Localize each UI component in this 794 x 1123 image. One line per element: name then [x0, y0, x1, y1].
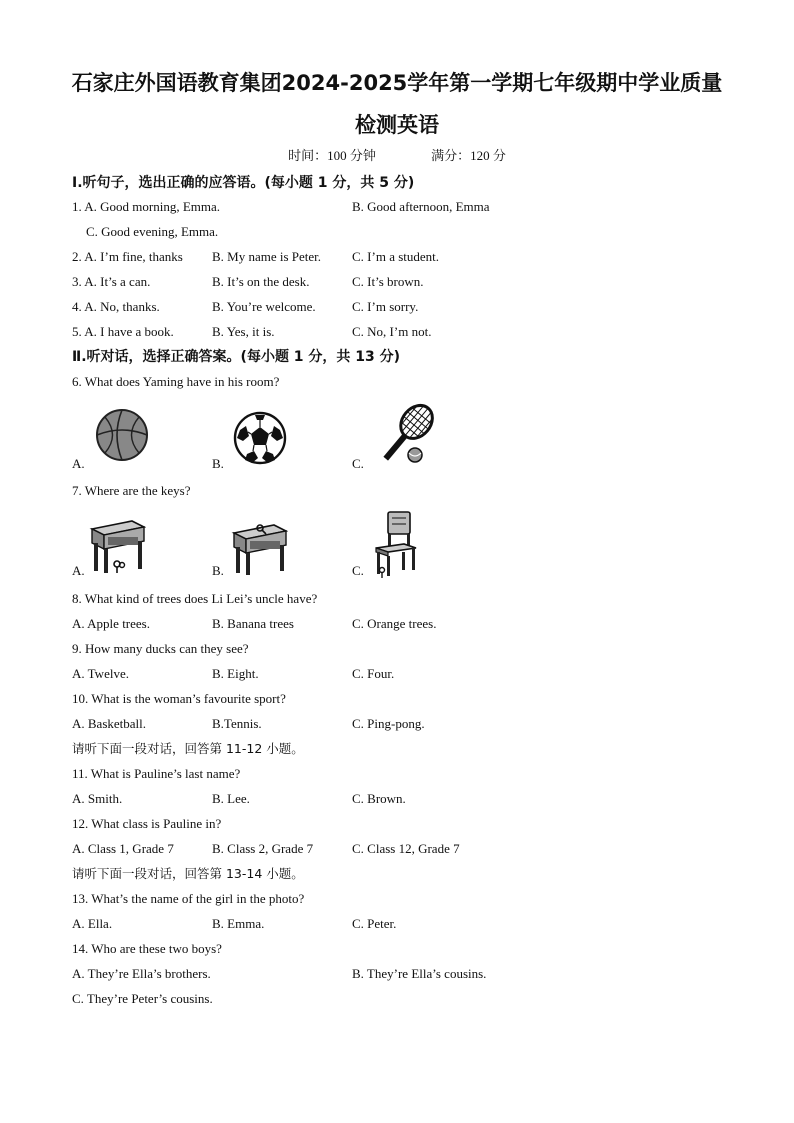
q3-option-b: B. It’s on the desk. — [212, 274, 310, 289]
q4-option-a: 4. A. No, thanks. — [72, 299, 160, 314]
q7-option-b: B. — [212, 563, 224, 578]
q5-option-c: C. No, I’m not. — [352, 324, 432, 339]
q10-option-b: B.Tennis. — [212, 716, 262, 731]
q13-option-a: A. Ella. — [72, 916, 113, 931]
q11-option-a: A. Smith. — [72, 791, 123, 806]
exam-title-line2: 检测英语 — [355, 113, 439, 137]
instruction-q13-14: 请听下面一段对话，回答第 13-14 小题。 — [72, 866, 304, 881]
q7-stem: 7. Where are the keys? — [72, 483, 191, 498]
q8-option-c: C. Orange trees. — [352, 616, 437, 631]
q2-option-a: 2. A. I’m fine, thanks — [72, 249, 183, 264]
q2-option-b: B. My name is Peter. — [212, 249, 322, 264]
q3-option-a: 3. A. It’s a can. — [72, 274, 151, 289]
q10-option-a: A. Basketball. — [72, 716, 147, 731]
q8-option-a: A. Apple trees. — [72, 616, 150, 631]
q13-stem: 13. What’s the name of the girl in the photo? — [72, 891, 305, 906]
instruction-q11-12: 请听下面一段对话，回答第 11-12 小题。 — [72, 741, 304, 756]
soccer-ball-icon — [232, 410, 288, 466]
q9-stem: 9. How many ducks can they see? — [72, 641, 249, 656]
q8-option-b: B. Banana trees — [212, 616, 294, 631]
q13-option-c: C. Peter. — [352, 916, 397, 931]
q12-stem: 12. What class is Pauline in? — [72, 816, 222, 831]
q9-option-a: A. Twelve. — [72, 666, 129, 681]
exam-score: 满分：120 分 — [431, 148, 506, 163]
exam-title-line1: 石家庄外国语教育集团2024-2025学年第一学期七年级期中学业质量 — [71, 71, 723, 95]
q12-option-a: A. Class 1, Grade 7 — [72, 841, 174, 856]
q6-stem: 6. What does Yaming have in his room? — [72, 374, 280, 389]
section2-heading: Ⅱ.听对话，选择正确答案。(每小题 1 分，共 13 分) — [72, 349, 401, 365]
desk-keys-on-icon — [230, 517, 288, 575]
q10-option-c: C. Ping-pong. — [352, 716, 425, 731]
q7-option-c: C. — [352, 563, 364, 578]
basketball-icon — [94, 408, 150, 462]
q1-option-b: B. Good afternoon, Emma — [352, 199, 490, 214]
q2-option-c: C. I’m a student. — [352, 249, 440, 264]
q6-option-b: B. — [212, 456, 224, 471]
q14-option-c: C. They’re Peter’s cousins. — [72, 991, 213, 1006]
q14-stem: 14. Who are these two boys? — [72, 941, 222, 956]
chair-keys-under-icon — [370, 510, 420, 580]
q5-option-a: 5. A. I have a book. — [72, 324, 174, 339]
q3-option-c: C. It’s brown. — [352, 274, 424, 289]
q11-stem: 11. What is Pauline’s last name? — [72, 766, 241, 781]
desk-keys-under-icon — [88, 515, 146, 575]
q1-option-c: C. Good evening, Emma. — [86, 224, 219, 239]
q14-option-b: B. They’re Ella’s cousins. — [352, 966, 487, 981]
q10-stem: 10. What is the woman’s favourite sport? — [72, 691, 286, 706]
q1-option-a: 1. A. Good morning, Emma. — [72, 199, 221, 214]
exam-info — [0, 147, 794, 165]
q7-option-a: A. — [72, 563, 85, 578]
q12-option-b: B. Class 2, Grade 7 — [212, 841, 314, 856]
q8-stem: 8. What kind of trees does Li Lei’s uncle have? — [72, 591, 318, 606]
q9-option-c: C. Four. — [352, 666, 395, 681]
q11-option-b: B. Lee. — [212, 791, 250, 806]
q12-option-c: C. Class 12, Grade 7 — [352, 841, 460, 856]
q5-option-b: B. Yes, it is. — [212, 324, 275, 339]
q13-option-b: B. Emma. — [212, 916, 265, 931]
q6-option-c: C. — [352, 456, 364, 471]
q4-option-b: B. You’re welcome. — [212, 299, 316, 314]
exam-time: 时间：100 分钟 — [288, 148, 376, 163]
tennis-racket-icon — [368, 403, 444, 467]
q11-option-c: C. Brown. — [352, 791, 406, 806]
q14-option-a: A. They’re Ella’s brothers. — [72, 966, 211, 981]
q9-option-b: B. Eight. — [212, 666, 259, 681]
q4-option-c: C. I’m sorry. — [352, 299, 419, 314]
q6-option-a: A. — [72, 456, 85, 471]
section1-heading: Ⅰ.听句子，选出正确的应答语。(每小题 1 分，共 5 分) — [72, 175, 415, 191]
